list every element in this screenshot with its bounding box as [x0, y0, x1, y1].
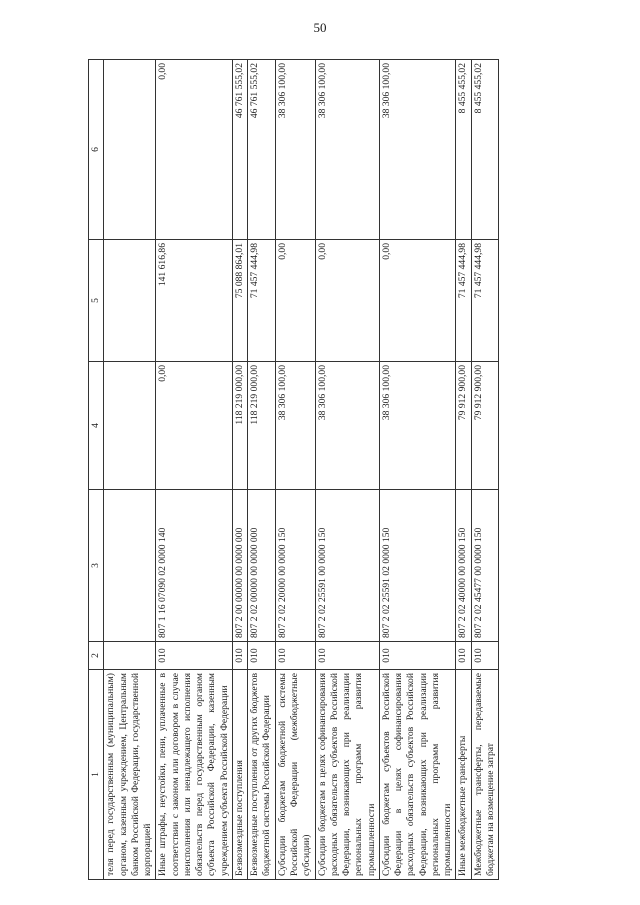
row-code-cell: 010 — [248, 642, 276, 670]
row-executed-cell: 71 457 444,98 — [471, 240, 499, 362]
row-name-cell: Субсидии бюджетам субъектов Российской Федерации в целях софинансирования расходных обязательств субъектов Российской Федерации, возникающих при реализации региональных программ развития промышленности — [379, 670, 456, 880]
row-kbk-cell: 807 2 02 45477 00 0000 150 — [471, 490, 499, 642]
row-approved-cell: 118 219 000,00 — [232, 362, 247, 490]
row-kbk-cell: 807 2 02 25591 02 0000 150 — [379, 490, 456, 642]
row-code-cell: 010 — [456, 642, 471, 670]
row-kbk-cell: 807 2 02 40000 00 0000 150 — [456, 490, 471, 642]
row-unexecuted-cell — [104, 60, 156, 240]
table-row — [456, 60, 471, 880]
row-kbk-cell: 807 2 02 00000 00 0000 000 — [248, 490, 276, 642]
column-header: 1 — [89, 670, 104, 880]
row-name-cell: Межбюджетные трансферты, передаваемые бюджетам на возмещение затрат — [471, 670, 499, 880]
row-approved-cell: 79 912 900,00 — [456, 362, 471, 490]
row-name-cell: Иные штрафы, неустойки, пени, уплаченные в соответствии с законом или договором в случае неисполнения или ненадлежащего исполнения обязательств перед государственным органом субъекта Российской Федерации, казенным учреждением субъекта Российской Федерации — [156, 670, 233, 880]
row-unexecuted-cell: 38 306 100,00 — [275, 60, 315, 240]
table-header-row — [89, 60, 104, 880]
page-number: 50 — [313, 20, 327, 35]
row-code-cell: 010 — [379, 642, 456, 670]
row-name-cell: теля перед государственным (муниципальным) органом, казенным учреждением, Центральным банком Российской Федерации, государственной корпорацией — [104, 670, 156, 880]
budget-table — [88, 59, 499, 880]
row-code-cell — [104, 642, 156, 670]
row-code-cell: 010 — [275, 642, 315, 670]
row-approved-cell: 79 912 900,00 — [471, 362, 499, 490]
table-row — [315, 60, 379, 880]
row-name-cell: Субсидии бюджетам в целях софинансирования расходных обязательств субъектов Российской Федерации, возникающих при реализации региональных программ развития промышленности — [315, 670, 379, 880]
row-kbk-cell: 807 2 00 00000 00 0000 000 — [232, 490, 247, 642]
row-executed-cell: 71 457 444,98 — [248, 240, 276, 362]
row-approved-cell: 118 219 000,00 — [248, 362, 276, 490]
row-name-cell: Субсидии бюджетам бюджетной системы Российской Федерации (межбюджетные субсидии) — [275, 670, 315, 880]
row-code-cell: 010 — [315, 642, 379, 670]
row-kbk-cell: 807 2 02 20000 00 0000 150 — [275, 490, 315, 642]
column-header: 4 — [89, 362, 104, 490]
row-unexecuted-cell: 8 455 455,02 — [456, 60, 471, 240]
row-executed-cell: 71 457 444,98 — [456, 240, 471, 362]
row-unexecuted-cell: 46 761 555,02 — [232, 60, 247, 240]
row-executed-cell: 0,00 — [315, 240, 379, 362]
column-header: 2 — [89, 642, 104, 670]
column-header: 5 — [89, 240, 104, 362]
row-unexecuted-cell: 38 306 100,00 — [379, 60, 456, 240]
table-row — [275, 60, 315, 880]
row-name-cell: Безвозмездные поступления от других бюджетов бюджетной системы Российской Федерации — [248, 670, 276, 880]
row-approved-cell: 38 306 100,00 — [315, 362, 379, 490]
row-approved-cell: 38 306 100,00 — [275, 362, 315, 490]
table-row — [104, 60, 156, 880]
row-executed-cell: 141 616,86 — [156, 240, 233, 362]
table-row — [471, 60, 499, 880]
table-row — [156, 60, 233, 880]
row-approved-cell — [104, 362, 156, 490]
row-unexecuted-cell: 8 455 455,02 — [471, 60, 499, 240]
table-row — [232, 60, 247, 880]
row-code-cell: 010 — [232, 642, 247, 670]
row-approved-cell: 0,00 — [156, 362, 233, 490]
row-unexecuted-cell: 0,00 — [156, 60, 233, 240]
row-kbk-cell: 807 1 16 07090 02 0000 140 — [156, 490, 233, 642]
row-executed-cell: 75 088 864,01 — [232, 240, 247, 362]
table-row — [379, 60, 456, 880]
row-code-cell: 010 — [156, 642, 233, 670]
column-header: 3 — [89, 490, 104, 642]
column-header: 6 — [89, 60, 104, 240]
row-code-cell: 010 — [471, 642, 499, 670]
row-kbk-cell — [104, 490, 156, 642]
row-name-cell: Безвозмездные поступления — [232, 670, 247, 880]
row-unexecuted-cell: 46 761 555,02 — [248, 60, 276, 240]
row-approved-cell: 38 306 100,00 — [379, 362, 456, 490]
row-executed-cell — [104, 240, 156, 362]
rotated-table-container — [88, 60, 608, 880]
row-executed-cell: 0,00 — [379, 240, 456, 362]
row-name-cell: Иные межбюджетные трансферты — [456, 670, 471, 880]
row-kbk-cell: 807 2 02 25591 00 0000 150 — [315, 490, 379, 642]
row-unexecuted-cell: 38 306 100,00 — [315, 60, 379, 240]
row-executed-cell: 0,00 — [275, 240, 315, 362]
table-row — [248, 60, 276, 880]
